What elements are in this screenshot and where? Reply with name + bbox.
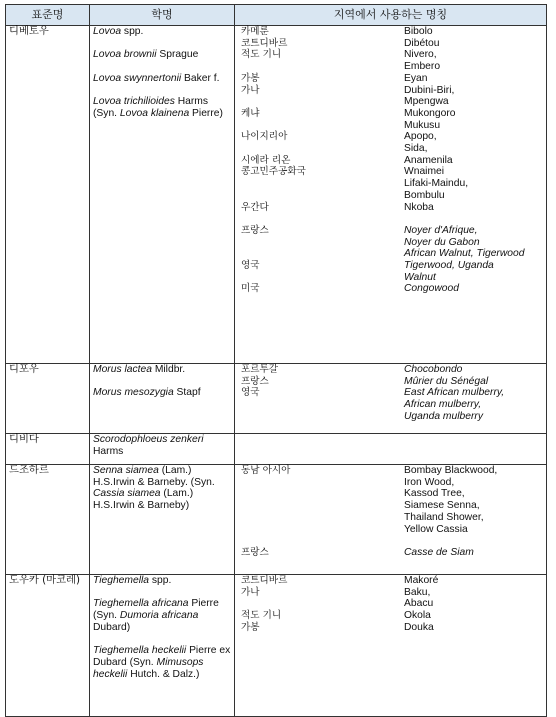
local-name: Kassod Tree, — [404, 488, 465, 500]
authority-text: Pierre (Syn. — [93, 598, 219, 622]
scientific-name-entry — [93, 598, 231, 633]
region-name: 가봉 — [241, 72, 260, 84]
taxon-name: Lovoa brownii — [93, 49, 157, 61]
standard-name: 디베토우 — [6, 26, 90, 364]
local-name-list — [404, 547, 543, 559]
scientific-name-entry — [93, 465, 231, 512]
authority-text: Harms — [93, 445, 124, 457]
authority-text: Baker f. — [181, 72, 220, 84]
local-names — [235, 434, 547, 465]
local-name: Dubini-Biri, — [404, 84, 455, 96]
authority-text: Harms (Syn. — [93, 96, 209, 119]
local-name: Uganda mulberry — [404, 410, 483, 422]
local-name-list — [404, 120, 543, 132]
authority-text: Mildbr. — [151, 364, 186, 375]
local-name: Douka — [404, 621, 434, 633]
table-row — [6, 434, 547, 465]
region-name: 적도 기니 — [241, 610, 282, 622]
local-name: African mulberry, — [404, 399, 482, 411]
spacer — [404, 535, 543, 547]
scientific-name-entry — [93, 364, 231, 376]
header-std-name: 표준명 — [6, 5, 90, 26]
region-grid — [238, 465, 543, 559]
taxon-name: Lovoa trichilioides — [93, 96, 175, 108]
region-name: 가봉 — [241, 621, 260, 633]
authority-text: Dubard) — [93, 621, 131, 633]
region-name: 포르투갈 — [241, 364, 279, 375]
region-name: 프랑스 — [241, 546, 269, 558]
local-name: Tigerwood, Uganda — [404, 260, 494, 272]
scientific-name-entry — [93, 645, 231, 680]
authority-text: Pierre ex Dubard (Syn. — [93, 645, 231, 668]
local-name: Mpengwa — [404, 96, 449, 108]
local-name-list — [404, 108, 543, 120]
scientific-names — [90, 575, 235, 717]
spacer — [238, 535, 404, 547]
local-name-list — [404, 225, 543, 260]
local-name: Lifaki-Maindu, — [404, 178, 469, 190]
authority-text: (Lam.) H.S.Irwin & Barneby) — [93, 488, 194, 512]
region-grid — [238, 26, 543, 295]
region-name: 카메룬 — [241, 26, 269, 37]
region-name: 콩고민주공화국 — [241, 166, 306, 178]
scientific-names — [90, 364, 235, 434]
taxon-name: Morus mesozygia — [93, 387, 174, 399]
scientific-name-entry — [93, 434, 231, 457]
standard-name: 도우카 (마코레) — [6, 575, 90, 717]
local-name-list — [404, 283, 543, 295]
local-name: Siamese Senna, — [404, 500, 480, 512]
scientific-names — [90, 434, 235, 465]
taxon-name: Lovoa — [93, 26, 122, 37]
taxon-name: Tieghemella africana — [93, 598, 189, 610]
local-name: Chocobondo — [404, 364, 463, 375]
local-name: Nivero, — [404, 49, 437, 61]
local-name: Anamenila — [404, 154, 453, 166]
local-name: Yellow Cassia — [404, 523, 468, 535]
scientific-names — [90, 465, 235, 575]
region-name: 우간다 — [241, 201, 269, 213]
taxon-name: Cassia siamea — [93, 488, 161, 500]
scientific-name-entry — [93, 575, 231, 587]
local-name-list — [404, 465, 543, 535]
local-name: Noyer d'Afrique, — [404, 224, 478, 236]
authority-text: Hutch. & Dalz.) — [127, 668, 200, 680]
table-row — [6, 364, 547, 434]
local-name-list — [404, 85, 543, 108]
local-name-list — [404, 622, 543, 634]
local-name: Bibolo — [404, 26, 433, 37]
region-name: 미국 — [241, 283, 260, 295]
region-name: 케냐 — [241, 107, 260, 119]
local-name: Apopo, — [404, 131, 437, 143]
local-name-list — [404, 38, 543, 50]
local-names — [235, 364, 547, 434]
standard-name: 드조하르 — [6, 465, 90, 575]
local-name: Sida, — [404, 143, 428, 155]
table-row — [6, 575, 547, 717]
local-names — [235, 26, 547, 364]
local-name: Nkoba — [404, 201, 434, 213]
table-row — [6, 465, 547, 575]
local-name: Baku, — [404, 586, 431, 598]
local-name: Congowood — [404, 283, 459, 295]
local-name: Bombay Blackwood, — [404, 465, 498, 476]
local-name: Mukusu — [404, 119, 441, 131]
local-name-list — [404, 49, 543, 72]
local-name-list — [404, 260, 543, 283]
taxon-name: Lovoa klainena — [119, 107, 190, 119]
region-name: 나이지리아 — [241, 131, 288, 143]
local-name: Wnaimei — [404, 166, 445, 178]
header-sci-name: 학명 — [90, 5, 235, 26]
local-name: Noyer du Gabon — [404, 236, 480, 248]
region-name: 영국 — [241, 260, 260, 272]
local-names — [235, 575, 547, 717]
local-name: Bombulu — [404, 189, 445, 201]
local-name-list — [404, 376, 543, 388]
local-name-list — [404, 610, 543, 622]
authority-text: Stapf — [173, 387, 201, 399]
region-name: 가나 — [241, 586, 260, 598]
taxon-name: Dumoria africana — [119, 610, 199, 622]
region-grid — [238, 364, 543, 423]
spacer — [238, 213, 404, 225]
region-name: 프랑스 — [241, 224, 269, 236]
local-name: Iron Wood, — [404, 476, 455, 488]
local-name-list — [404, 387, 543, 422]
local-name: East African mulberry, — [404, 387, 505, 399]
local-name: African Walnut, Tigerwood — [404, 248, 525, 260]
local-name: Eyan — [404, 72, 428, 84]
region-name: 영국 — [241, 387, 260, 399]
spacer — [404, 213, 543, 225]
standard-name: 디비다 — [6, 434, 90, 465]
taxon-name: Senna siamea — [93, 465, 159, 476]
scientific-name-entry — [93, 387, 231, 399]
header-row — [6, 5, 547, 26]
local-name-list — [404, 364, 543, 376]
local-name-list — [404, 155, 543, 167]
taxon-name: Tieghemella heckelii — [93, 645, 187, 657]
taxon-name: Scorodophloeus zenkeri — [93, 434, 204, 445]
header-local-names: 지역에서 사용하는 명칭 — [235, 5, 547, 26]
local-name: Thailand Shower, — [404, 511, 484, 523]
local-name: Embero — [404, 61, 441, 73]
local-name: Okola — [404, 610, 431, 622]
scientific-names — [90, 26, 235, 364]
scientific-name-entry — [93, 49, 231, 61]
region-name — [238, 120, 404, 132]
wood-names-table — [5, 4, 547, 717]
local-name: Abacu — [404, 598, 434, 610]
authority-text: Sprague — [156, 49, 199, 61]
region-name: 코트디바르 — [241, 575, 288, 586]
region-name: 동남 아시아 — [241, 465, 291, 476]
taxon-name: Morus lactea — [93, 364, 152, 375]
taxon-name: Mimusops heckelii — [93, 656, 204, 680]
authority-text: Pierre) — [189, 107, 223, 119]
local-name: Casse de Siam — [404, 546, 474, 558]
local-name: Mûrier du Sénégal — [404, 375, 489, 387]
region-name: 코트디바르 — [241, 37, 288, 49]
local-name: Walnut — [404, 271, 436, 283]
local-name-list — [404, 73, 543, 85]
local-name-list — [404, 587, 543, 610]
taxon-name: Tieghemella — [93, 575, 149, 586]
region-name: 가나 — [241, 84, 260, 96]
table-row — [6, 26, 547, 364]
local-name-list — [404, 166, 543, 201]
local-name-list — [404, 575, 543, 587]
taxon-name: Lovoa swynnertonii — [93, 72, 182, 84]
region-name: 프랑스 — [241, 375, 269, 387]
local-names — [235, 465, 547, 575]
scientific-name-entry — [93, 73, 231, 85]
authority-text: spp. — [121, 26, 144, 37]
region-name: 시에라 리온 — [241, 154, 291, 166]
standard-name: 디포우 — [6, 364, 90, 434]
region-name: 적도 기니 — [241, 49, 282, 61]
local-name: Makoré — [404, 575, 439, 586]
scientific-name-entry — [93, 26, 231, 38]
local-name-list — [404, 26, 543, 38]
local-name-list — [404, 131, 543, 154]
scientific-name-entry — [93, 96, 231, 119]
authority-text: spp. — [149, 575, 172, 586]
local-name: Dibétou — [404, 37, 440, 49]
local-name-list — [404, 202, 543, 214]
region-grid — [238, 575, 543, 634]
local-name: Mukongoro — [404, 107, 456, 119]
authority-text: (Lam.) H.S.Irwin & Barneby. (Syn. — [93, 465, 215, 488]
